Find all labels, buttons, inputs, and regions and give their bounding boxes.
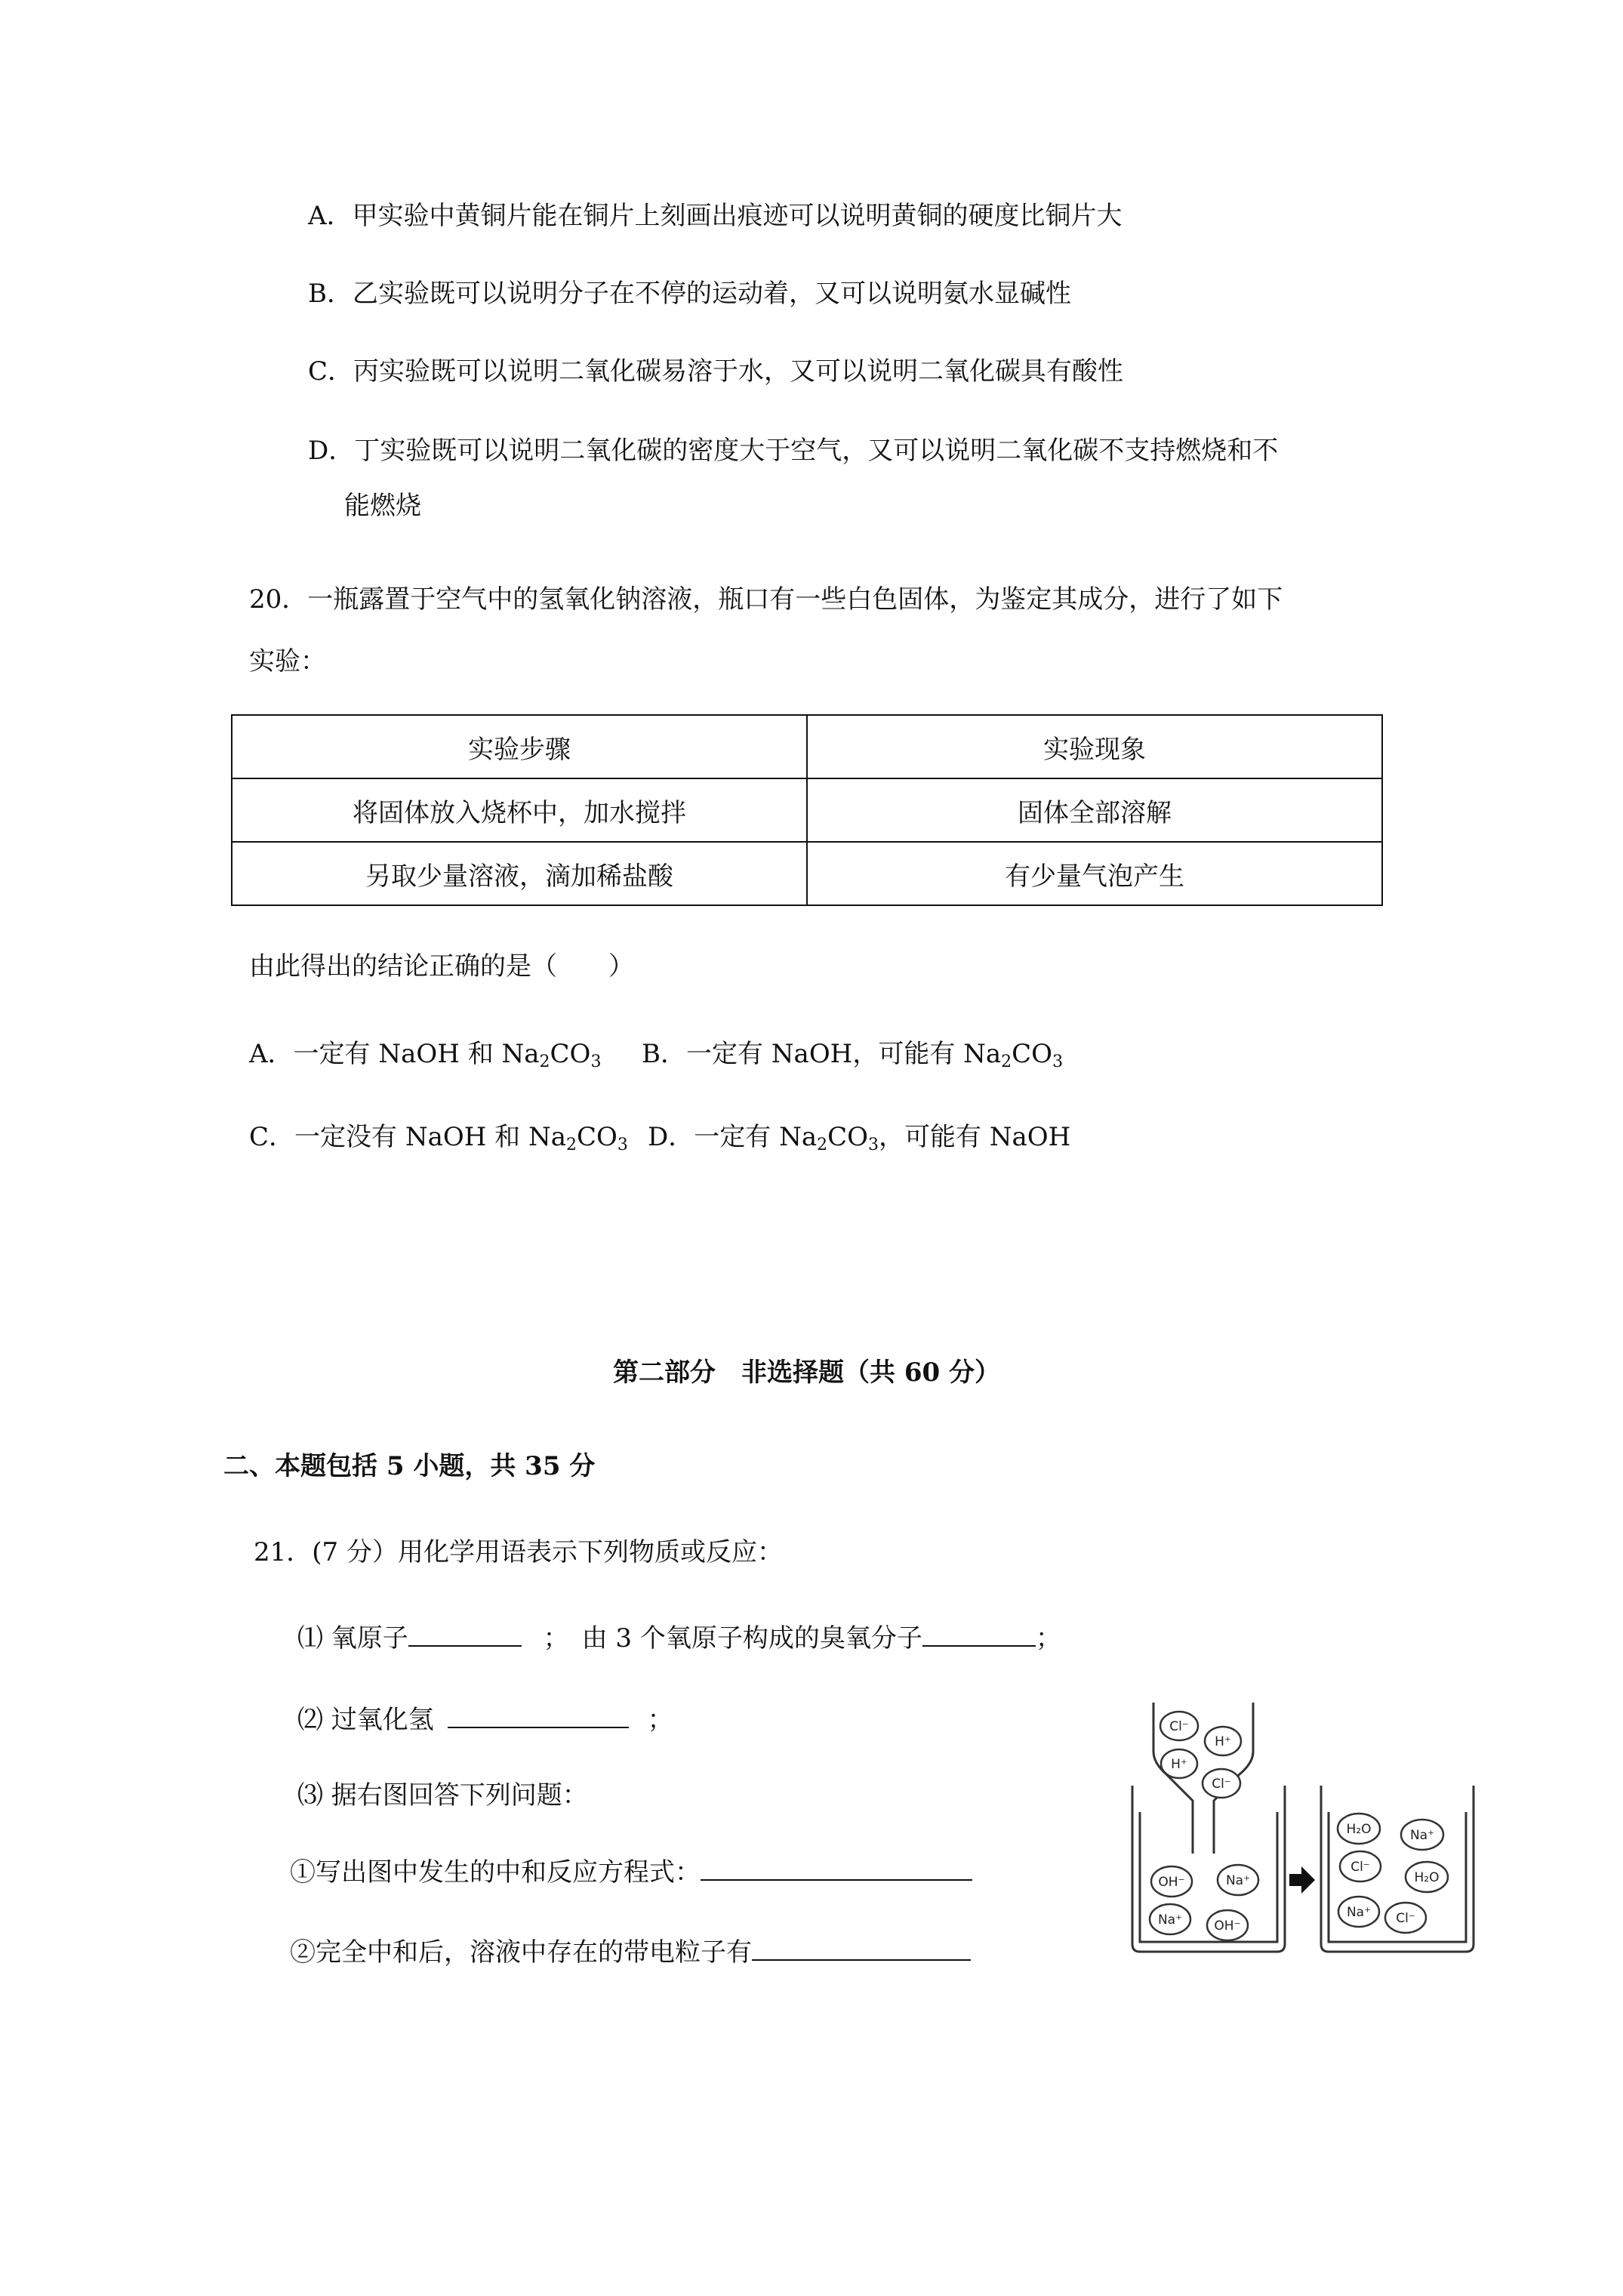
table-cell: 固体全部溶解 [807, 778, 1382, 842]
ion-bubble [1401, 1820, 1443, 1850]
svg-text:Cl⁻: Cl⁻ [1212, 1777, 1231, 1792]
ion-bubble [1150, 1904, 1190, 1934]
q21-part1: ⑴ 氧原子 ； 由 3 个氧原子构成的臭氧分子 ； [297, 1623, 1061, 1653]
q20-option-c: C．一定没有 NaOH 和 $Na_2CO_3$ [249, 1122, 628, 1154]
q20-option-a: A．一定有 NaOH 和 $Na_2CO_3$ [249, 1039, 602, 1071]
q21-stem: 21．(7 分）用化学用语表示下列物质或反应： [254, 1537, 783, 1567]
table-header-phenomena: 实验现象 [807, 715, 1382, 778]
q19-option-d: D．丁实验既可以说明二氧化碳的密度大于空气，又可以说明二氧化碳不支持燃烧和不 [308, 436, 1279, 466]
answer-blank-ozone[interactable] [922, 1623, 1036, 1647]
q21-part2: ⑵ 过氧化氢 ； [297, 1705, 673, 1735]
answer-blank-charged-particles[interactable] [752, 1937, 971, 1961]
table-cell: 有少量气泡产生 [807, 842, 1382, 905]
table-header-steps: 实验步骤 [232, 715, 807, 778]
ion-bubble [1406, 1862, 1448, 1892]
svg-text:Na⁺: Na⁺ [1225, 1873, 1251, 1888]
experiment-table [231, 714, 1383, 906]
q19-option-b: B．乙实验既可以说明分子在不停的运动着，又可以说明氨水显碱性 [308, 279, 1071, 309]
svg-text:OH⁻: OH⁻ [1214, 1918, 1241, 1934]
table-row [232, 778, 1382, 842]
ion-bubble [1338, 1897, 1379, 1927]
table-cell: 另取少量溶液，滴加稀盐酸 [232, 842, 807, 905]
svg-text:H⁺: H⁺ [1215, 1734, 1231, 1749]
svg-text:Na⁺: Na⁺ [1157, 1912, 1183, 1928]
ion-bubble [1340, 1851, 1381, 1881]
svg-text:H₂O: H₂O [1414, 1870, 1440, 1885]
answer-blank-oxygen-atom[interactable] [408, 1623, 522, 1647]
q19-option-c: C．丙实验既可以说明二氧化碳易溶于水，又可以说明二氧化碳具有酸性 [308, 356, 1124, 387]
q20-stem-line1: 20．一瓶露置于空气中的氢氧化钠溶液，瓶口有一些白色固体，为鉴定其成分，进行了如下 [249, 584, 1283, 615]
q19-option-a: A．甲实验中黄铜片能在铜片上刻画出痕迹可以说明黄铜的硬度比铜片大 [308, 201, 1123, 231]
svg-text:Cl⁻: Cl⁻ [1396, 1911, 1415, 1926]
ion-bubble [1385, 1903, 1426, 1933]
q21-part3-2: ②完全中和后，溶液中存在的带电粒子有 [290, 1936, 971, 1969]
svg-text:Cl⁻: Cl⁻ [1169, 1719, 1189, 1734]
q21-part3-1: ①写出图中发生的中和反应方程式： [290, 1856, 972, 1889]
q21-part3: ⑶ 据右图回答下列问题： [297, 1780, 588, 1811]
part2-title: 第二部分 非选择题（共 60 分） [613, 1358, 1000, 1388]
answer-blank-hydrogen-peroxide[interactable] [448, 1704, 629, 1728]
q20-stem-line2: 实验： [249, 646, 326, 676]
table-header-row [232, 715, 1382, 778]
ion-bubble [1160, 1712, 1198, 1740]
svg-text:H₂O: H₂O [1346, 1822, 1372, 1837]
neutralization-diagram [1117, 1699, 1480, 1955]
svg-text:Na⁺: Na⁺ [1346, 1905, 1372, 1920]
q20-option-d: D．一定有 $Na_2CO_3$，可能有 NaOH [648, 1122, 1071, 1154]
section-heading: 二、本题包括 5 小题，共 35 分 [223, 1451, 596, 1481]
ion-bubble [1203, 1769, 1240, 1798]
svg-text:OH⁻: OH⁻ [1158, 1875, 1185, 1890]
table-cell: 将固体放入烧杯中，加水搅拌 [232, 778, 807, 842]
table-row [232, 842, 1382, 905]
q20-conclusion: 由此得出的结论正确的是（ ） [249, 951, 634, 982]
ion-bubble [1151, 1866, 1192, 1897]
ion-bubble [1338, 1814, 1380, 1844]
svg-text:H⁺: H⁺ [1171, 1757, 1187, 1772]
reaction-arrow-icon [1289, 1866, 1315, 1894]
ion-bubble [1218, 1865, 1258, 1895]
ion-bubble [1207, 1910, 1248, 1940]
svg-text:Cl⁻: Cl⁻ [1350, 1860, 1370, 1875]
q19-option-d-cont: 能燃烧 [344, 491, 421, 521]
answer-blank-equation[interactable] [701, 1857, 972, 1881]
q20-option-b: B．一定有 NaOH，可能有 $Na_2CO_3$ [642, 1039, 1064, 1071]
ion-bubble [1205, 1727, 1241, 1755]
ion-bubble [1161, 1749, 1197, 1778]
svg-text:Na⁺: Na⁺ [1409, 1828, 1435, 1843]
